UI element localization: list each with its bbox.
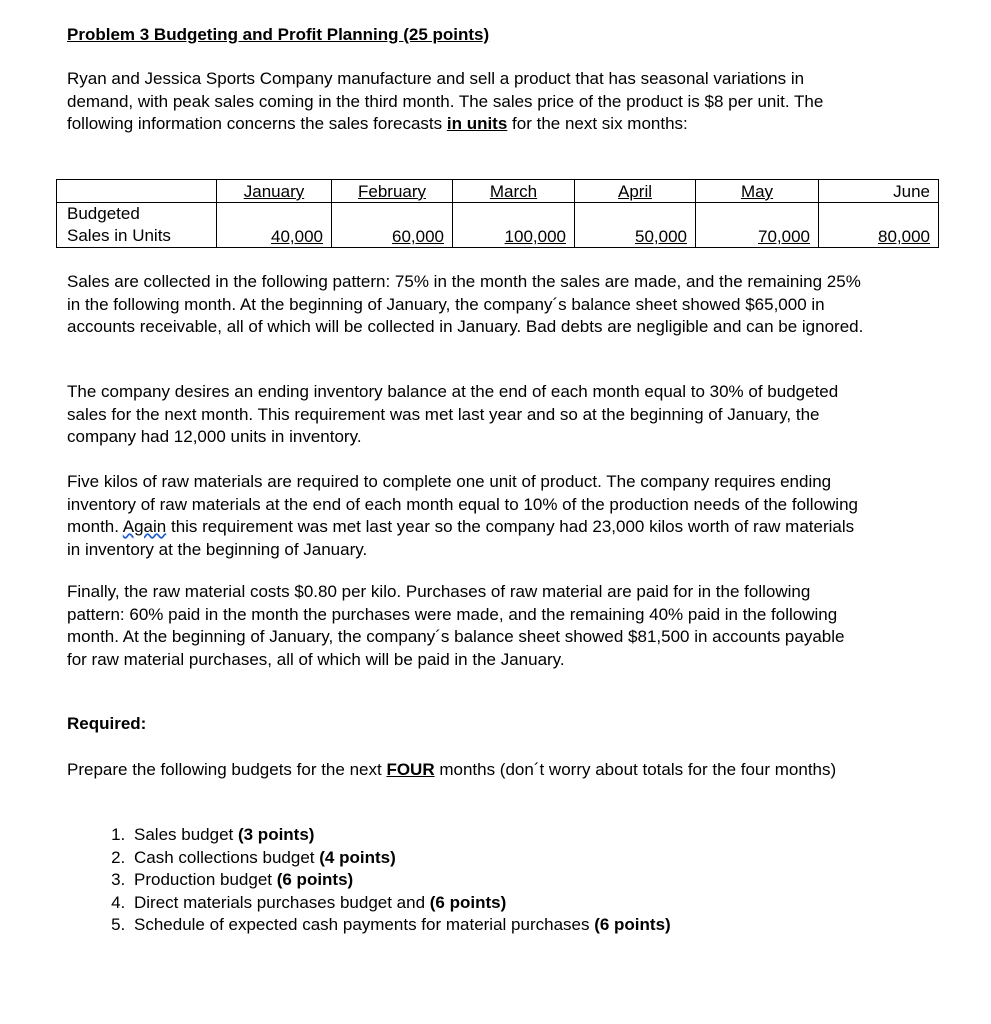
requirement-text: Cash collections budget	[134, 847, 320, 867]
month-header: March	[453, 180, 575, 203]
sales-value: 80,000	[819, 203, 939, 248]
month-header: January	[217, 180, 332, 203]
row-label-cell	[57, 203, 217, 248]
requirement-text: Sales budget	[134, 825, 238, 844]
table-row	[57, 203, 939, 248]
requirements-list	[100, 824, 671, 937]
sales-value: 70,000	[696, 203, 819, 248]
again-word: Again	[122, 517, 167, 536]
requirement-text: Production budget	[134, 870, 277, 889]
list-item	[130, 914, 671, 937]
purchases-paragraph: Finally, the raw material costs $0.80 per kilo. Purchases of raw material are paid for in the following pattern: 60% paid in the month the purchases were made, and the remaining 40% paid in the following month. At the beginning of January, the company´s balance sheet showed $81,500 in accounts payable for raw material purchases, all of which will be paid in the January.	[67, 582, 845, 669]
table-header-row	[57, 180, 939, 203]
header-blank-cell	[57, 180, 217, 203]
row-label-line1: Budgeted	[67, 204, 140, 223]
sales-forecast-table	[56, 179, 939, 248]
intro-text: Ryan and Jessica Sports Company manufacture and sell a product that has seasonal variations in demand, with peak sales coming in the third month. The sales price of the product is $8 per unit. The following information concerns the sales forecasts	[67, 69, 824, 133]
materials-text-b: this requirement was met last year so the company had 23,000 kilos worth of raw materials in inventory at the beginning of January.	[67, 517, 855, 559]
required-heading: Required:	[67, 714, 147, 733]
intro-emphasis: in units	[446, 114, 508, 133]
row-label-line2: Sales in Units	[67, 226, 171, 245]
problem-title: Problem 3 Budgeting and Profit Planning (25 points)	[67, 25, 490, 44]
sales-value: 100,000	[453, 203, 575, 248]
requirement-points: (3 points)	[237, 825, 315, 844]
requirement-points: (4 points)	[319, 847, 396, 867]
prepare-emphasis: FOUR	[386, 760, 435, 779]
intro-tail: for the next six months:	[507, 114, 688, 133]
collections-paragraph: Sales are collected in the following pattern: 75% in the month the sales are made, and the remaining 25% in the following month. At the beginning of January, the company´s balance sheet showed $65,000 in accounts receivable, all of which will be collected in January. Bad debts are negligible and can be ignored.	[67, 272, 864, 336]
sales-value: 50,000	[575, 203, 696, 248]
list-item	[130, 869, 671, 892]
month-header: April	[575, 180, 696, 203]
requirement-text: Direct materials purchases budget and	[134, 892, 430, 912]
month-header: June	[819, 180, 939, 203]
sales-value: 40,000	[217, 203, 332, 248]
requirement-points: (6 points)	[276, 870, 354, 889]
inventory-paragraph: The company desires an ending inventory balance at the end of each month equal to 30% of budgeted sales for the next month. This requirement was met last year and so at the beginning of January, the company had 12,000 units in inventory.	[67, 382, 839, 446]
prepare-text-b: months (don´t worry about totals for the four months)	[434, 760, 837, 779]
prepare-paragraph	[67, 759, 867, 782]
prepare-text-a: Prepare the following budgets for the next	[67, 760, 387, 779]
requirement-points: (6 points)	[429, 892, 507, 912]
requirement-points: (6 points)	[594, 915, 671, 934]
intro-paragraph	[67, 68, 867, 136]
materials-text-a: Five kilos of raw materials are required to complete one unit of product. The company requires ending inventory of raw materials at the end of each month equal to 10% of the production needs of the following month.	[67, 472, 858, 536]
materials-paragraph	[67, 471, 867, 561]
list-item	[130, 847, 671, 870]
requirement-text: Schedule of expected cash payments for material purchases	[134, 915, 595, 934]
month-header: May	[696, 180, 819, 203]
sales-value: 60,000	[332, 203, 453, 248]
list-item	[130, 824, 671, 847]
list-item	[130, 892, 671, 915]
month-header: February	[332, 180, 453, 203]
